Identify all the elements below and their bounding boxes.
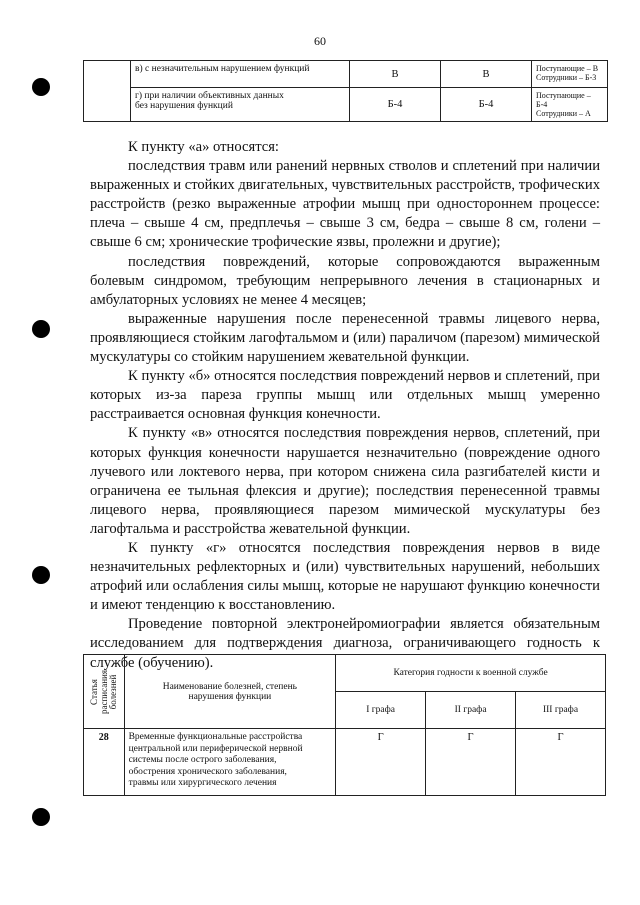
binder-hole [32, 808, 50, 826]
binder-hole [32, 78, 50, 96]
paragraph: Проведение повторной электронейромиографии является обязательным исследованием для подтверждения диагноза, ограничивающего годность к службе (обучению). [90, 616, 600, 671]
table-row [84, 729, 606, 796]
paragraph: выраженные нарушения после перенесенной травмы лицевого нерва, проявляющиеся стойким лагофтальмом и (или) параличом (парезом) мимической мускулатуры со стойким нарушением жевательной функции. [90, 310, 600, 366]
paragraph: К пункту «в» относятся последствия повреждения нервов, сплетений, при которых функция конечности нарушается незначительно (повреждение одного лучевого или локтевого нерва, при котором снижена сила разгибателей кисти и ограничена ее тыльная флексия и другие); последствия перенесенной травмы лицевого нерва, проявляющиеся парезом мимической мускулатуры без лагофтальма и расстройства жевательной функции. [90, 425, 600, 537]
desc-cell: г) при наличии объективных данных без нарушения функций [131, 88, 350, 122]
paragraph: К пункту «г» относятся последствия повреждения нервов в виде незначительных рефлекторных и (или) чувствительных нарушений, небольших атрофий или ослабления силы мышц, которые не нарушают функцию конечности и имеют тенденцию к восстановлению. [90, 539, 600, 614]
binder-hole [32, 566, 50, 584]
article-cell [84, 61, 131, 122]
graph1-value: Г [336, 729, 426, 796]
graph2-cell: Б-4 [441, 88, 532, 122]
disease-table [83, 654, 606, 796]
graph3-value: Г [516, 729, 606, 796]
article-header: Статья расписания болезней [84, 655, 125, 729]
table-header-row [84, 655, 606, 692]
binder-hole [32, 320, 50, 338]
paragraph: К пункту «б» относятся последствия повреждений нервов и сплетений, при которых из-за пареза группы мышц или отдельных мышц умеренно расстраивается основная функция конечности. [90, 368, 600, 423]
article-number: 28 [84, 729, 125, 796]
page-number: 60 [314, 34, 326, 48]
desc-cell: в) с незначительным нарушением функций [131, 61, 350, 88]
disease-description: Временные функциональные расстройства центральной или периферической нервной системы после острого заболевания, обострения хронического заболевания, травмы или хирургического лечения [124, 729, 336, 796]
graph1-cell: Б-4 [350, 88, 441, 122]
graph1-cell: В [350, 61, 441, 88]
note-cell: Поступающие – В Сотрудники – Б-3 [532, 61, 608, 88]
table-row [84, 88, 608, 122]
table-row [84, 61, 608, 88]
paragraph: К пункту «а» относятся: [128, 139, 279, 155]
top-table [83, 60, 608, 122]
graph2-value: Г [426, 729, 516, 796]
paragraph: последствия травм или ранений нервных стволов и сплетений при наличии выраженных и стойких двигательных, чувствительных расстройств, трофических расстройств (резко выраженные атрофии мышц при одностороннем процессе: плеча – свыше 4 см, предплечья – свыше 3 см, бедра – свыше 8 см, голени – свыше 6 см; хронические трофические язвы, пролежни и другие); [90, 158, 600, 251]
graph2-cell: В [441, 61, 532, 88]
category-header: Категория годности к военной службе [336, 655, 606, 692]
graph1-header: I графа [336, 692, 426, 729]
paragraph: последствия повреждений, которые сопровождаются выраженным болевым синдромом, требующим непрерывного лечения в стационарных и амбулаторных условиях не менее 4 месяцев; [90, 253, 600, 308]
graph3-header: III графа [516, 692, 606, 729]
note-cell: Поступающие – Б-4 Сотрудники – А [532, 88, 608, 122]
disease-header: Наименование болезней, степень нарушения функции [124, 655, 336, 729]
body-text [90, 138, 600, 673]
graph2-header: II графа [426, 692, 516, 729]
